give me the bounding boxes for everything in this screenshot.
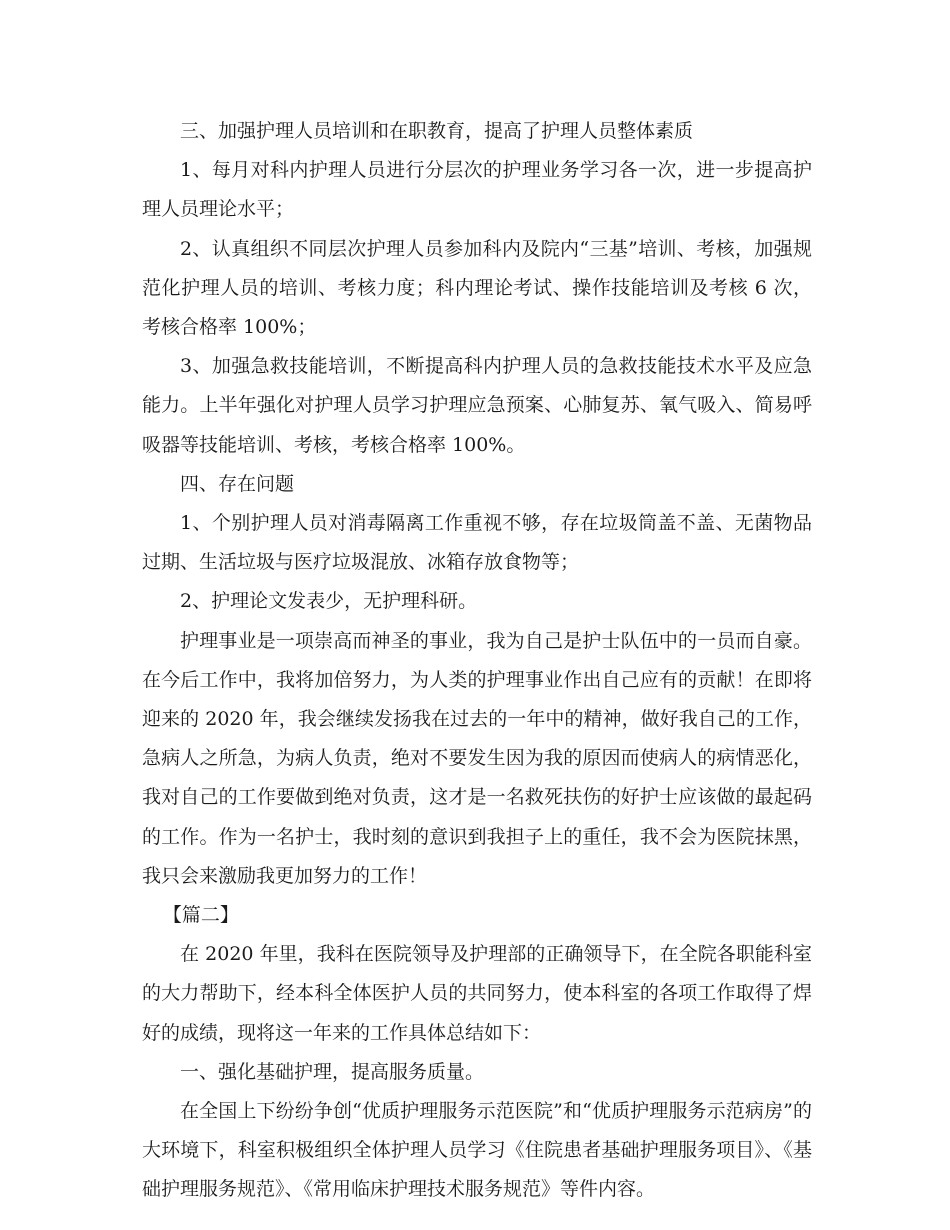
section-heading-training: 三、加强护理人员培训和在职教育，提高了护理人员整体素质	[180, 120, 694, 142]
section-heading-problems: 四、存在问题	[180, 472, 295, 495]
list-item-problem-2: 2、护理论文发表少，无护理科研。	[180, 590, 478, 613]
list-item-training-2: 2、认真组织不同层次护理人员参加科内及院内“三基”培训、考核，加强规范化护理人员的培训、考核力度；科内理论考试、操作技能培训及考核 6 次，考核合格率 100%；	[142, 237, 812, 339]
closing-paragraph: 护理事业是一项崇高而神圣的事业，我为自己是护士队伍中的一员而自豪。在今后工作中，我将加倍努力，为人类的护理事业作出自己应有的贡献！在即将迎来的 2020 年，我会继续发扬我在过去的一年中的精神，做好我自己的工作，急病人之所急，为病人负责，绝对不要发生因为我的原因而使病人的病情恶化，我对自己的工作要做到绝对负责，这才是一名救死扶伤的好护士应该做的最起码的工作。作为一名护士，我时刻的意识到我担子上的重任，我不会为医院抹黑，我只会来激励我更加努力的工作！	[142, 629, 812, 887]
part-two-intro: 在 2020 年里，我科在医院领导及护理部的正确领导下，在全院各职能科室的大力帮助下，经本科全体医护人员的共同努力，使本科室的各项工作取得了焊好的成绩，现将这一年来的工作具体总结如下：	[142, 943, 812, 1044]
section-heading-basic-care: 一、强化基础护理，提高服务质量。	[180, 1060, 485, 1083]
basic-care-paragraph: 在全国上下纷纷争创“优质护理服务示范医院”和“优质护理服务示范病房”的大环境下，科室积极组织全体护理人员学习《住院患者基础护理服务项目》、《基础护理服务规范》、《常用临床护理技术服务规范》等件内容。	[142, 1100, 812, 1201]
list-item-training-3: 3、加强急救技能培训，不断提高科内护理人员的急救技能技术水平及应急能力。上半年强化对护理人员学习护理应急预案、心肺复苏、氧气吸入、简易呼吸器等技能培训、考核，考核合格率 100%。	[142, 355, 812, 456]
document-body	[142, 112, 812, 1210]
list-item-problem-1: 1、个别护理人员对消毒隔离工作重视不够，存在垃圾筒盖不盖、无菌物品过期、生活垃圾与医疗垃圾混放、冰箱存放食物等；	[142, 512, 812, 574]
list-item-training-1: 1、每月对科内护理人员进行分层次的护理业务学习各一次，进一步提高护理人员理论水平；	[142, 159, 812, 221]
part-two-heading: 【篇二】	[162, 904, 239, 927]
